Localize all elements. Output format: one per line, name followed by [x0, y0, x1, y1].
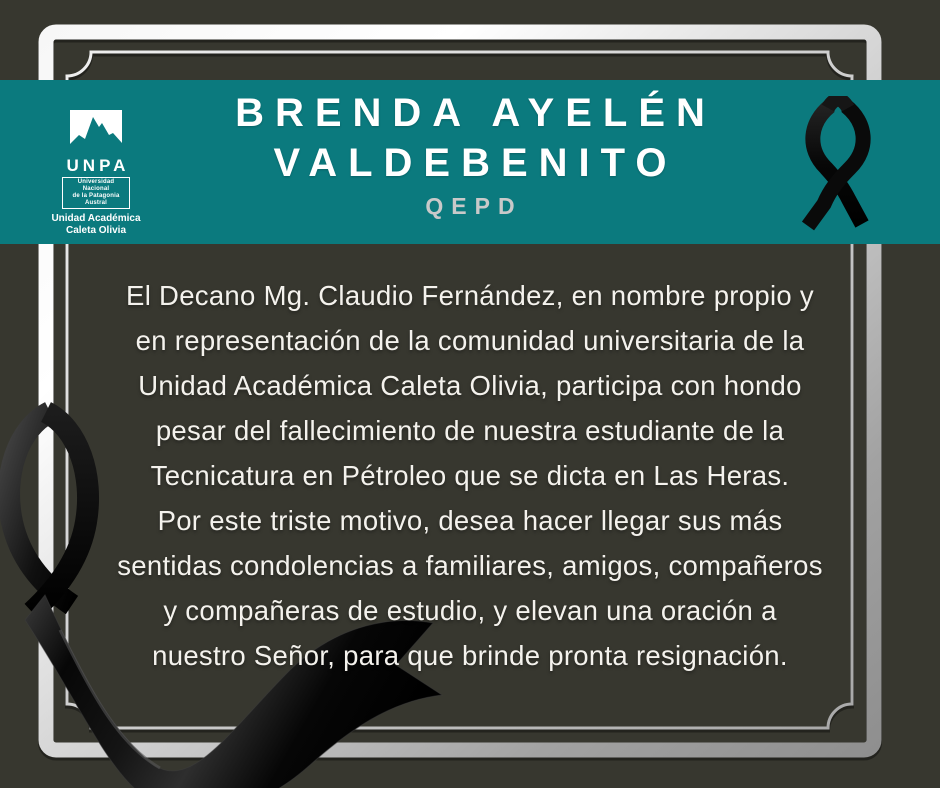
banner [0, 80, 940, 244]
condolence-line: Unidad Académica Caleta Olivia, participa con hondo [138, 370, 802, 401]
ribbon-top-fold [828, 100, 848, 108]
condolence-line: en representación de la comunidad universitaria de la [135, 325, 805, 356]
mourning-ribbon-icon [790, 96, 885, 231]
qepd-subtitle: QEPD [425, 193, 523, 219]
condolence-line: nuestro Señor, para que brinde pronta resignación. [152, 640, 788, 671]
title-name-line2: VALDEBENITO [273, 141, 678, 185]
logo-unit-line1: Unidad Académica [51, 213, 141, 224]
condolence-line: pesar del fallecimiento de nuestra estudiante de la [155, 415, 785, 446]
logo-university-line2: de la Patagonia Austral [72, 193, 120, 206]
condolence-line: sentidas condolencias a familiares, amigos, compañeros [117, 550, 823, 581]
condolence-line: Por este triste motivo, desea hacer llegar sus más [157, 505, 783, 536]
condolence-text [0, 273, 940, 678]
title-name-line1: BRENDA AYELÉN [235, 91, 716, 135]
logo-unit-line2: Caleta Olivia [65, 224, 127, 236]
logo-acronym: UNPA [66, 156, 130, 175]
condolence-line: Tecnicatura en Pétroleo que se dicta en Las Heras. [150, 460, 790, 491]
condolence-line: El Decano Mg. Claudio Fernández, en nombre propio y [126, 280, 814, 311]
condolence-line: y compañeras de estudio, y elevan una oración a [163, 595, 777, 626]
logo-university-line1: Universidad Nacional [77, 179, 115, 192]
